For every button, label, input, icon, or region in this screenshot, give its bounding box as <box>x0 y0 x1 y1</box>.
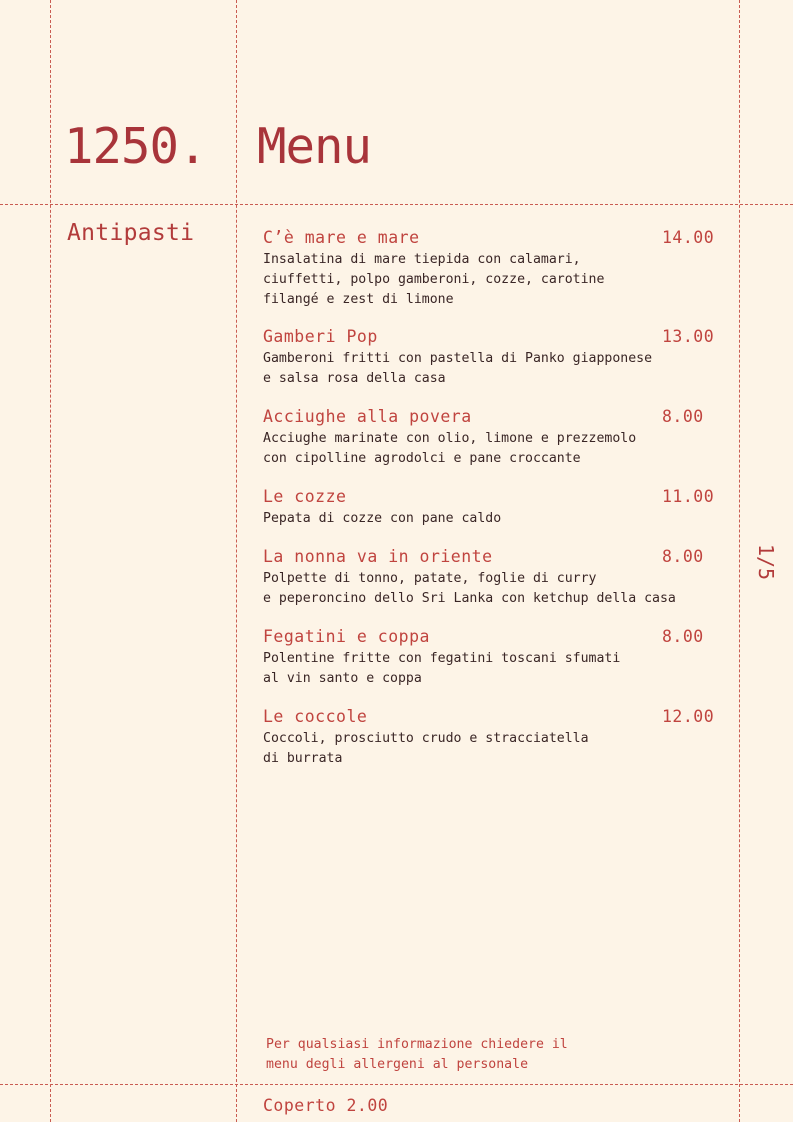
item-description: Polpette di tonno, patate, foglie di curry e peperoncino dello Sri Lanka con ketchup della casa <box>263 571 676 606</box>
page-title: Menu <box>257 118 372 175</box>
grid-vline-right <box>739 0 740 1122</box>
brand-logo-text: 1250. <box>64 118 207 175</box>
item-name: Fegatini e coppa <box>263 627 430 646</box>
item-price: 11.00 <box>662 487 715 506</box>
item-name: Gamberi Pop <box>263 327 378 346</box>
grid-hline-top <box>0 204 793 205</box>
item-price: 8.00 <box>662 407 704 426</box>
item-price: 8.00 <box>662 547 704 566</box>
item-name: Acciughe alla povera <box>263 407 472 426</box>
item-price: 8.00 <box>662 627 704 646</box>
item-description: Insalatina di mare tiepida con calamari, ciuffetti, polpo gamberoni, cozze, carotine filangé e zest di limone <box>263 252 605 307</box>
page-indicator: 1/5 <box>754 543 778 581</box>
item-price: 14.00 <box>662 228 715 247</box>
item-name: C’è mare e mare <box>263 228 420 247</box>
grid-vline-left <box>50 0 51 1122</box>
item-price: 12.00 <box>662 707 715 726</box>
item-description: Gamberoni fritti con pastella di Panko giapponese e salsa rosa della casa <box>263 351 653 386</box>
item-name: Le coccole <box>263 707 368 726</box>
grid-vline-middle <box>236 0 237 1122</box>
item-description: Coccoli, prosciutto crudo e stracciatella di burrata <box>263 731 589 766</box>
item-name: Le cozze <box>263 487 347 506</box>
coperto-price: Coperto 2.00 <box>263 1096 389 1115</box>
grid-hline-bottom <box>0 1084 793 1085</box>
item-name: La nonna va in oriente <box>263 547 493 566</box>
section-title: Antipasti <box>67 220 195 246</box>
allergen-note: Per qualsiasi informazione chiedere il menu degli allergeni al personale <box>266 1037 568 1072</box>
item-description: Polentine fritte con fegatini toscani sfumati al vin santo e coppa <box>263 651 621 686</box>
item-description: Pepata di cozze con pane caldo <box>263 511 502 526</box>
item-price: 13.00 <box>662 327 715 346</box>
item-description: Acciughe marinate con olio, limone e prezzemolo con cipolline agrodolci e pane croccante <box>263 431 637 466</box>
